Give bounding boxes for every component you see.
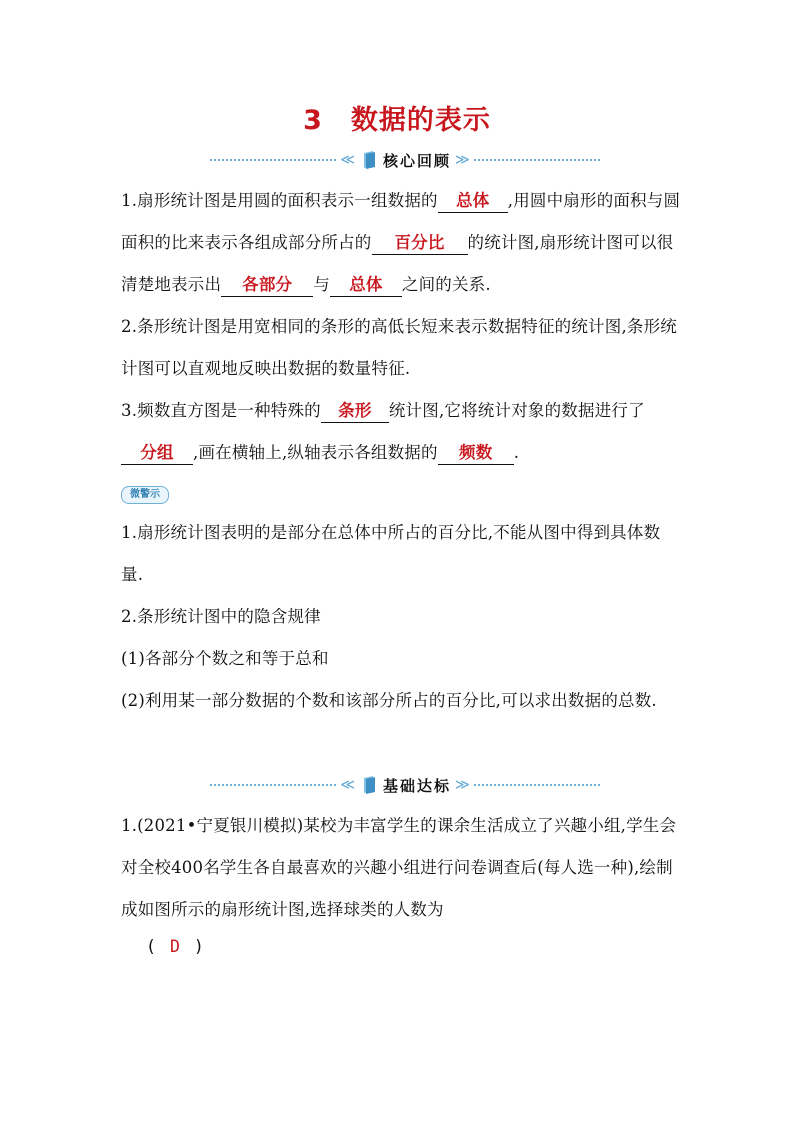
core-item-2: 2.条形统计图是用宽相同的条形的高低长短来表示数据特征的统计图,条形统计图可以直观地反映出数据的数量特征. (121, 317, 677, 378)
answer-blank: 百分比 (372, 232, 468, 255)
answer-blank: 频数 (438, 442, 514, 465)
tip-line-2: 2.条形统计图中的隐含规律 (121, 607, 321, 626)
text-segment: 统计图,它将统计对象的数据进行了 (388, 401, 645, 420)
answer-blank: 总体 (438, 190, 508, 213)
chevron-left-icon: ≪ (340, 152, 355, 168)
tip-line-1: 1.扇形统计图表明的是部分在总体中所占的百分比,不能从图中得到具体数量. (121, 523, 661, 584)
text-segment: ,用圆中扇形的面积与圆面积的比来表示各组成部分所占的 (121, 191, 681, 252)
page-title (0, 98, 794, 137)
text-segment: 与 (313, 275, 330, 294)
section-header-core (210, 148, 600, 172)
tip-line-3: (1)各部分个数之和等于总和 (121, 649, 329, 668)
core-item-3 (121, 390, 681, 474)
answer-blank: 各部分 (221, 274, 313, 297)
tip-line-4: (2)利用某一部分数据的个数和该部分所占的百分比,可以求出数据的总数. (121, 691, 657, 710)
tip-badge: 微警示 (121, 486, 169, 504)
text-segment: . (513, 443, 520, 462)
section-number: 3 (303, 105, 323, 136)
section-title: 数据的表示 (350, 105, 491, 136)
text-segment: 之间的关系. (401, 275, 491, 294)
answer-letter: D (169, 937, 180, 956)
answer-blank: 条形 (321, 400, 389, 423)
divider-right (474, 159, 600, 161)
paren-close: ) (193, 937, 204, 956)
paren-open: ( (146, 937, 156, 956)
section-label-basic: 基础达标 (383, 776, 452, 795)
section-header-basic (210, 773, 600, 797)
text-segment: 1.扇形统计图是用圆的面积表示一组数据的 (121, 191, 438, 210)
exercise-question-1: 1.(2021•宁夏银川模拟)某校为丰富学生的课余生活成立了兴趣小组,学生会对全校400名学生各自最喜欢的兴趣小组进行问卷调查后(每人选一种),绘制成如图所示的扇形统计图,选择球类的人数为 (121, 816, 677, 919)
book-icon (361, 776, 377, 794)
answer-blank: 总体 (330, 274, 402, 297)
section-label-core: 核心回顾 (383, 151, 452, 170)
divider-right (474, 784, 600, 786)
chevron-left-icon: ≪ (340, 777, 355, 793)
text-segment: ,画在横轴上,纵轴表示各组数据的 (193, 443, 438, 462)
book-icon (361, 151, 377, 169)
answer-blank: 分组 (121, 442, 193, 465)
chevron-right-icon: ≫ (455, 777, 470, 793)
text-segment: 的统计图,扇形统计图可以很清楚地表示出 (121, 233, 674, 294)
divider-left (210, 784, 336, 786)
divider-left (210, 159, 336, 161)
text-segment: 3.频数直方图是一种特殊的 (121, 401, 321, 420)
chevron-right-icon: ≫ (455, 152, 470, 168)
answer-choice (146, 937, 204, 956)
core-item-1 (121, 180, 681, 306)
